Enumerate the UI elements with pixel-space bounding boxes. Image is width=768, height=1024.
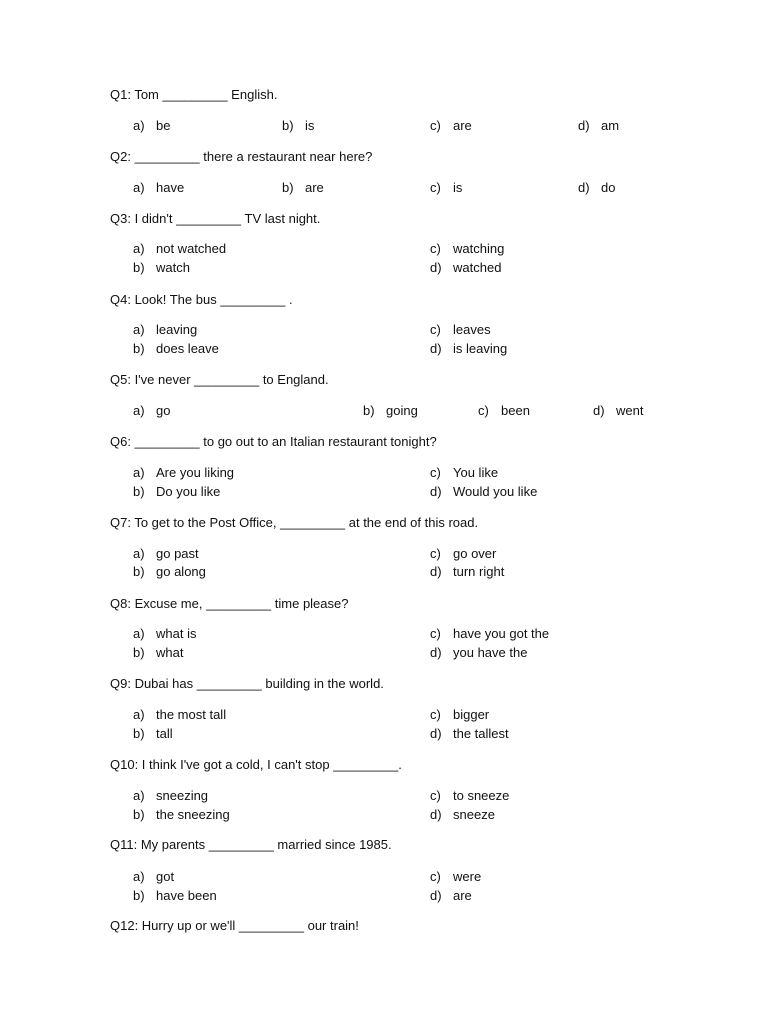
option-text: watching (453, 241, 505, 256)
question-4-prompt: Q4: Look! The bus _________ . (110, 292, 293, 307)
option-text: is leaving (453, 341, 508, 356)
option-text: turn right (453, 564, 505, 579)
question-12-prompt: Q12: Hurry up or we'll _________ our train! (110, 918, 359, 933)
question-6-prompt: Q6: _________ to go out to an Italian restaurant tonight? (110, 434, 437, 449)
option-text: went (616, 403, 644, 418)
option-text: are (305, 180, 324, 195)
option-letter: d) (430, 807, 442, 822)
option-text: go (156, 403, 171, 418)
option-letter: b) (133, 484, 145, 499)
option-letter: b) (133, 807, 145, 822)
option-letter: d) (578, 180, 590, 195)
option-letter: a) (133, 869, 145, 884)
option-letter: b) (133, 888, 145, 903)
option-text: are (453, 888, 472, 903)
option-letter: b) (133, 564, 145, 579)
option-text: Do you like (156, 484, 221, 499)
option-text: been (501, 403, 530, 418)
option-text: is (453, 180, 463, 195)
option-letter: b) (133, 645, 145, 660)
option-text: have been (156, 888, 217, 903)
option-letter: a) (133, 707, 145, 722)
question-8-prompt: Q8: Excuse me, _________ time please? (110, 596, 349, 611)
option-letter: a) (133, 546, 145, 561)
option-letter: b) (133, 341, 145, 356)
option-text: not watched (156, 241, 227, 256)
option-letter: b) (282, 118, 294, 133)
option-letter: c) (430, 788, 441, 803)
question-10-prompt: Q10: I think I've got a cold, I can't stop _________. (110, 757, 402, 772)
option-text: the sneezing (156, 807, 230, 822)
option-letter: a) (133, 180, 145, 195)
option-letter: c) (430, 241, 441, 256)
option-letter: d) (430, 341, 442, 356)
option-text: leaving (156, 322, 198, 337)
question-7-prompt: Q7: To get to the Post Office, _________ at the end of this road. (110, 515, 479, 530)
option-letter: c) (430, 707, 441, 722)
option-letter: d) (430, 564, 442, 579)
option-text: bigger (453, 707, 490, 722)
option-text: does leave (156, 341, 219, 356)
option-text: tall (156, 726, 173, 741)
option-text: are (453, 118, 472, 133)
option-letter: b) (133, 726, 145, 741)
option-text: the most tall (156, 707, 227, 722)
option-letter: a) (133, 118, 145, 133)
question-3-prompt: Q3: I didn't _________ TV last night. (110, 211, 321, 226)
option-text: You like (453, 465, 499, 480)
option-letter: c) (430, 546, 441, 561)
option-text: go over (453, 546, 497, 561)
option-text: what is (156, 626, 197, 641)
option-letter: c) (430, 869, 441, 884)
option-letter: d) (430, 260, 442, 275)
option-letter: b) (282, 180, 294, 195)
option-text: you have the (453, 645, 528, 660)
option-letter: a) (133, 788, 145, 803)
option-letter: c) (478, 403, 489, 418)
question-2-prompt: Q2: _________ there a restaurant near here? (110, 149, 373, 164)
option-text: am (601, 118, 620, 133)
question-11-prompt: Q11: My parents _________ married since 1985. (110, 837, 392, 852)
option-letter: a) (133, 626, 145, 641)
question-5-prompt: Q5: I've never _________ to England. (110, 372, 329, 387)
option-letter: c) (430, 118, 441, 133)
option-text: sneeze (453, 807, 495, 822)
option-text: do (601, 180, 616, 195)
option-letter: d) (430, 726, 442, 741)
option-text: were (453, 869, 482, 884)
option-letter: d) (430, 645, 442, 660)
option-text: Would you like (453, 484, 538, 499)
option-letter: d) (593, 403, 605, 418)
option-text: got (156, 869, 175, 884)
option-text: watch (156, 260, 190, 275)
option-letter: b) (363, 403, 375, 418)
option-text: what (156, 645, 184, 660)
question-9-prompt: Q9: Dubai has _________ building in the world. (110, 676, 384, 691)
option-letter: a) (133, 465, 145, 480)
option-letter: b) (133, 260, 145, 275)
option-text: Are you liking (156, 465, 235, 480)
option-text: the tallest (453, 726, 509, 741)
option-letter: d) (430, 484, 442, 499)
option-text: is (305, 118, 315, 133)
option-text: leaves (453, 322, 491, 337)
question-1-prompt: Q1: Tom _________ English. (110, 87, 278, 102)
option-text: going (386, 403, 418, 418)
option-letter: a) (133, 403, 145, 418)
option-letter: d) (430, 888, 442, 903)
option-letter: a) (133, 322, 145, 337)
option-text: be (156, 118, 171, 133)
option-letter: a) (133, 241, 145, 256)
option-letter: d) (578, 118, 590, 133)
option-text: sneezing (156, 788, 209, 803)
option-letter: c) (430, 465, 441, 480)
option-text: go past (156, 546, 199, 561)
option-letter: c) (430, 322, 441, 337)
option-text: have (156, 180, 185, 195)
option-letter: c) (430, 180, 441, 195)
option-letter: c) (430, 626, 441, 641)
option-text: go along (156, 564, 206, 579)
option-text: have you got the (453, 626, 550, 641)
option-text: to sneeze (453, 788, 510, 803)
option-text: watched (453, 260, 502, 275)
